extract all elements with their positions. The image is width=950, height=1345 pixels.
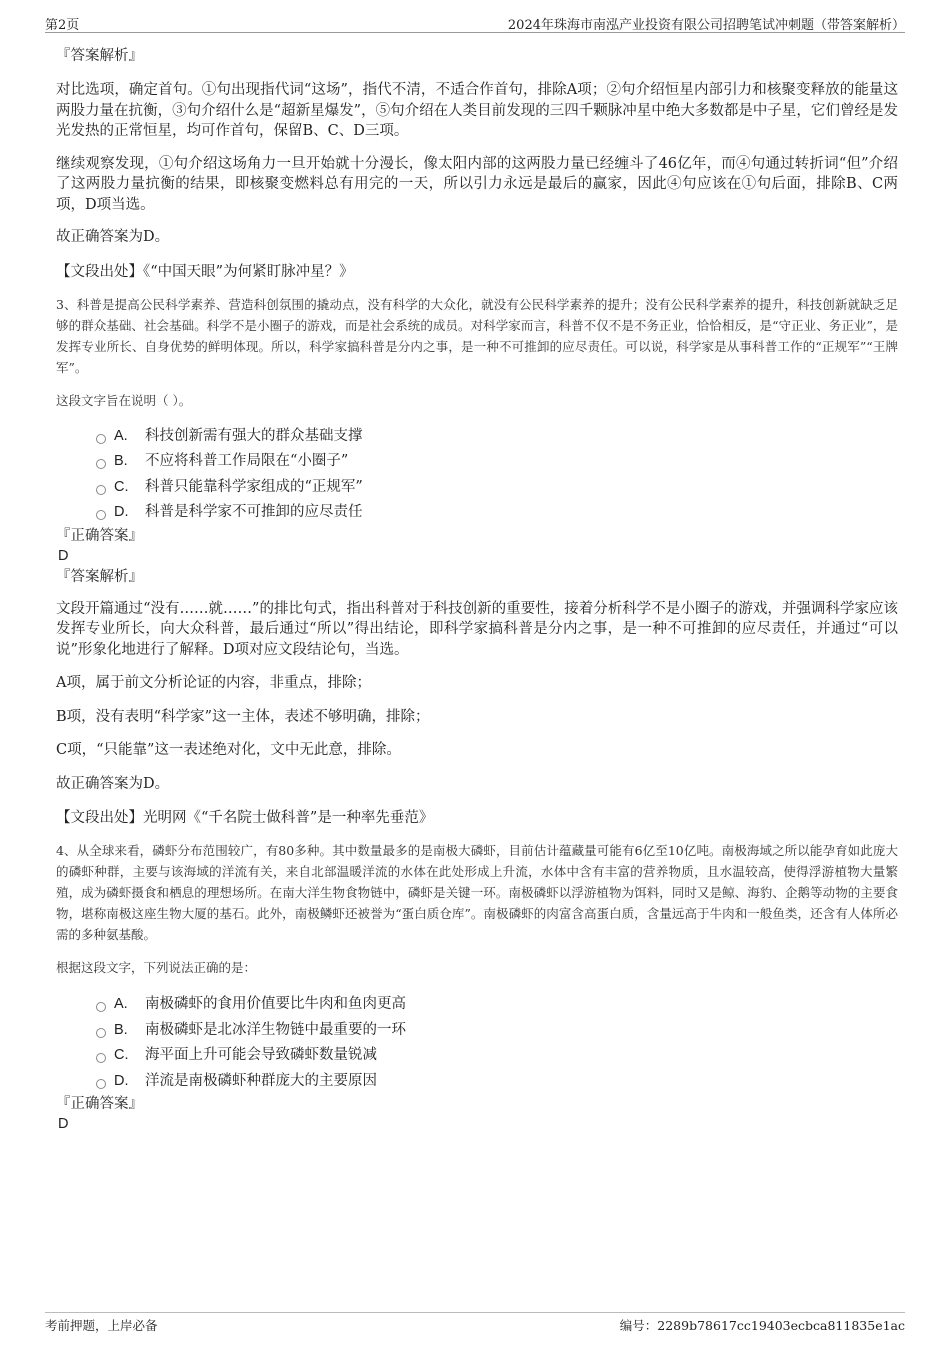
q3-analysis-label: 『答案解析』 — [56, 568, 143, 585]
option-letter: C. — [114, 478, 129, 495]
q4-option-a[interactable] — [96, 992, 898, 1018]
radio-button[interactable] — [96, 434, 106, 444]
q3-option-a[interactable] — [96, 424, 898, 450]
radio-button[interactable] — [96, 510, 106, 520]
option-text: 科技创新需有强大的群众基础支撑 — [145, 427, 363, 444]
q3-analysis-paragraph: 故正确答案为D。 — [56, 775, 170, 792]
option-letter: A. — [114, 427, 128, 444]
radio-button[interactable] — [96, 485, 106, 495]
option-letter: C. — [114, 1047, 129, 1063]
option-text: 科普只能靠科学家组成的“正规军” — [145, 478, 363, 495]
q3-option-c[interactable] — [96, 475, 898, 501]
q3-correct-value: D — [58, 547, 69, 564]
page-number: 第2页 — [45, 18, 80, 33]
option-letter: A. — [114, 996, 128, 1012]
q3-option-b[interactable] — [96, 449, 898, 475]
footer-slogan: 考前押题，上岸必备 — [45, 1318, 158, 1333]
radio-button[interactable] — [96, 1079, 106, 1089]
q2-source: 【文段出处】《“中国天眼”为何紧盯脉冲星？》 — [56, 263, 354, 280]
option-text: 南极磷虾是北冰洋生物链中最重要的一环 — [145, 1021, 406, 1038]
q3-analysis-paragraph: A项，属于前文分析论证的内容，非重点，排除； — [56, 675, 371, 691]
option-text: 科普是科学家不可推卸的应尽责任 — [145, 504, 363, 520]
q2-analysis-paragraph: 对比选项，确定首句。①句出现指代词“这场”，指代不清，不适合作首句，排除A项；②句介绍恒星内部引力和核聚变释放的能量这两股力量在抗衡，③句介绍什么是“超新星爆发”，⑤句介绍在人类目前发现的三四千颗脉冲星中绝大多数都是中子星，它们曾经是发光发热的正常恒星，均可作首句，保留B、C、D三项。 — [56, 82, 898, 139]
q3-correct-label: 『正确答案』 — [56, 527, 143, 544]
option-text: 不应将科普工作局限在“小圈子” — [145, 453, 349, 469]
q2-analysis-paragraph: 故正确答案为D。 — [56, 229, 170, 245]
q4-correct-label: 『正确答案』 — [56, 1096, 143, 1112]
page-footer — [45, 1312, 905, 1333]
q2-analysis-label: 『答案解析』 — [56, 48, 143, 64]
q4-question: 根据这段文字，下列说法正确的是： — [56, 960, 257, 975]
radio-button[interactable] — [96, 1053, 106, 1063]
q3-option-d[interactable] — [96, 500, 898, 526]
radio-button[interactable] — [96, 1028, 106, 1038]
radio-button[interactable] — [96, 459, 106, 469]
q3-question: 这段文字旨在说明（ ）。 — [56, 392, 192, 408]
q4-correct-value: D — [58, 1116, 69, 1132]
option-letter: D. — [114, 504, 129, 520]
option-letter: B. — [114, 453, 128, 469]
radio-button[interactable] — [96, 1002, 106, 1012]
q3-analysis-paragraph: B项，没有表明“科学家”这一主体，表述不够明确，排除； — [56, 708, 430, 725]
q3-analysis-paragraph: 文段开篇通过“没有……就……”的排比句式，指出科普对于科技创新的重要性，接着分析科学不是小圈子的游戏，并强调科学家应该发挥专业所长，向大众科普，最后通过“所以”得出结论，即科学家搞科普是分内之事，是一种不可推卸的应尽责任，并通过“可以说”形象化地进行了解释。D项对应文段结论句，当选。 — [56, 600, 898, 658]
document-code: 编号：2289b78617cc19403ecbca811835e1ac — [619, 1318, 905, 1333]
q3-source: 【文段出处】光明网《“千名院士做科普”是一种率先垂范》 — [56, 810, 434, 826]
q4-option-c[interactable] — [96, 1043, 898, 1069]
q3-analysis-paragraph: C项，“只能靠”这一表述绝对化，文中无此意，排除。 — [56, 742, 401, 758]
q3-passage: 3、科普是提高公民科学素养、营造科创氛围的撬动点，没有科学的大众化，就没有公民科学素养的提升；没有公民科学素养的提升，科技创新就缺乏足够的群众基础、社会基础。科学不是小圈子的游戏，而是社会系统的成员。对科学家而言，科普不仅不是不务正业，恰恰相反，是“守正业、务正业”，是发挥专业所长、自身优势的鲜明体现。所以，科学家搞科普是分内之事，是一种不可推卸的应尽责任。可以说，科学家是从事科普工作的“正规军”“王牌军”。 — [56, 296, 898, 375]
option-letter: B. — [114, 1021, 128, 1038]
document-title: 2024年珠海市南泓产业投资有限公司招聘笔试冲刺题（带答案解析） — [507, 18, 905, 33]
q4-options — [56, 992, 898, 1094]
option-text: 洋流是南极磷虾种群庞大的主要原因 — [145, 1072, 377, 1089]
option-text: 海平面上升可能会导致磷虾数量锐减 — [145, 1047, 377, 1063]
q2-analysis-paragraph: 继续观察发现，①句介绍这场角力一旦开始就十分漫长，像太阳内部的这两股力量已经缠斗了46亿年，而④句通过转折词“但”介绍了这两股力量抗衡的结果，即核聚变燃料总有用完的一天，所以引力永远是最后的赢家，因此④句应该在①句后面，排除B、C两项，D项当选。 — [56, 155, 898, 213]
option-letter: D. — [114, 1072, 129, 1089]
q4-option-d[interactable] — [96, 1069, 898, 1095]
main-content — [56, 46, 898, 1134]
q3-options — [56, 424, 898, 526]
option-text: 南极磷虾的食用价值要比牛肉和鱼肉更高 — [145, 996, 406, 1012]
q4-passage: 4、从全球来看，磷虾分布范围较广，有80多种。其中数量最多的是南极大磷虾，目前估计蕴藏量可能有6亿至10亿吨。南极海域之所以能孕育如此庞大的磷虾种群，主要与该海域的洋流有关，来自北部温暖洋流的水体在此处形成上升流，水体中含有丰富的营养物质，且水温较高，使得浮游植物大量繁殖，成为磷虾摄食和栖息的理想场所。在南大洋生物食物链中，磷虾是关键一环。南极磷虾以浮游植物为饵料，同时又是鲸、海豹、企鹅等动物的主要食物，堪称南极这座生物大厦的基石。此外，南极鳞虾还被誉为“蛋白质仓库”。南极磷虾的肉富含高蛋白质，含量远高于牛肉和一般鱼类，还含有人体所必需的多种氨基酸。 — [56, 843, 898, 942]
page-header — [45, 12, 905, 33]
q4-option-b[interactable] — [96, 1018, 898, 1044]
